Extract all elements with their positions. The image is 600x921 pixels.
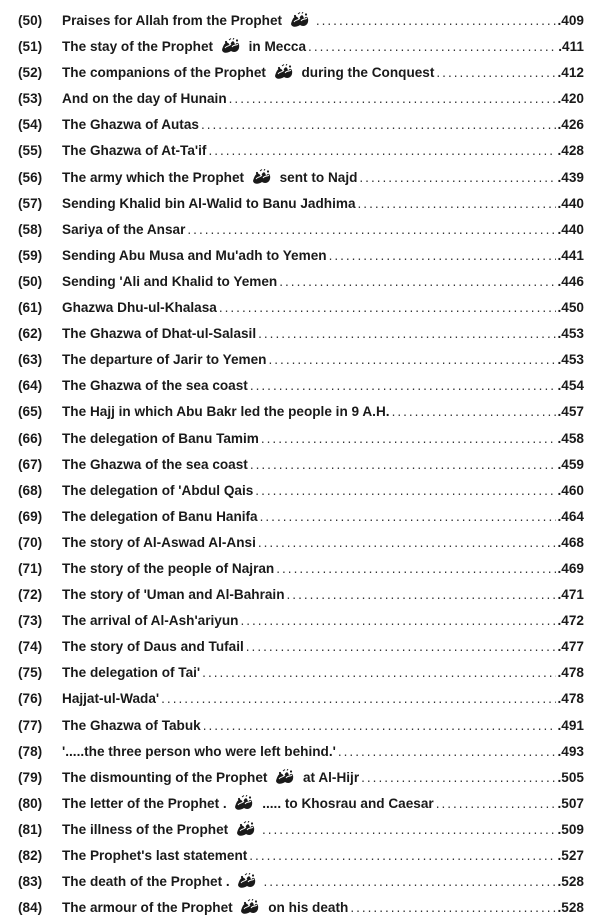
entry-title: [62, 530, 256, 556]
entry-page-number: .528: [557, 874, 584, 890]
toc-entry: [18, 582, 584, 608]
toc-entry: [18, 138, 584, 164]
dot-leader: [258, 321, 555, 347]
entry-number: (81): [18, 821, 43, 837]
entry-page-number: .478: [557, 691, 584, 707]
toc-entry: [18, 791, 584, 817]
toc-entry: [18, 530, 584, 556]
entry-title: [62, 452, 248, 478]
toc-entry: [18, 295, 584, 321]
entry-title-continuation: at Al-Hijr: [302, 769, 360, 785]
dot-leader: [250, 452, 556, 478]
entry-number: (56): [18, 169, 43, 185]
toc-entry: [18, 660, 584, 686]
entry-title: [62, 243, 327, 269]
dot-leader: [246, 634, 556, 660]
entry-title-text: The Prophet's last statement: [62, 848, 248, 863]
entry-number: (75): [18, 665, 43, 681]
entry-title-text: The Ghazwa of Autas: [62, 117, 199, 133]
dot-leader: [202, 660, 555, 686]
entry-title: [62, 843, 247, 869]
salutation-seal-icon: [273, 64, 295, 81]
dot-leader: [350, 895, 555, 921]
entry-page-number: .491: [557, 717, 584, 733]
entry-page-number: .464: [557, 508, 584, 524]
entry-page-number: .440: [557, 195, 584, 211]
dot-leader: [436, 60, 555, 86]
dot-leader: [219, 295, 556, 321]
entry-number: (51): [18, 39, 43, 55]
entry-title-text: The Ghazwa of the sea coast: [62, 378, 248, 394]
salutation-seal-icon: [236, 873, 258, 890]
dot-leader: [258, 530, 556, 556]
entry-title-text: The armour of the Prophet: [62, 900, 233, 916]
entry-title: [62, 217, 185, 243]
entry-number: (82): [18, 848, 43, 863]
entry-title: [62, 582, 285, 608]
dot-leader: [161, 686, 555, 712]
dot-leader: [249, 843, 555, 869]
entry-page-number: .527: [557, 848, 584, 863]
toc-entry: [18, 243, 584, 269]
dot-leader: [261, 426, 556, 452]
entry-page-number: .457: [557, 404, 584, 420]
entry-page-number: .458: [557, 430, 584, 446]
toc-entry: [18, 608, 584, 634]
entry-number: (55): [18, 143, 43, 159]
dot-leader: [229, 86, 556, 112]
dot-leader: [208, 138, 555, 164]
entry-title: [62, 269, 277, 295]
entry-title-text: The army which the Prophet: [62, 169, 245, 185]
entry-title: [62, 60, 434, 86]
toc-entry: [18, 321, 584, 347]
entry-title-continuation: in Mecca: [248, 39, 307, 55]
dot-leader: [262, 817, 556, 843]
entry-page-number: .441: [557, 247, 584, 263]
entry-title: [62, 34, 306, 60]
entry-title: [62, 321, 256, 347]
entry-number: (70): [18, 534, 43, 550]
entry-title-text: The story of Daus and Tufail: [62, 639, 244, 655]
toc-entry: [18, 86, 584, 112]
entry-title-text: The death of the Prophet .: [62, 874, 230, 890]
entry-number: (73): [18, 613, 43, 629]
entry-number: (68): [18, 482, 43, 498]
entry-title-text: The delegation of 'Abdul Qais: [62, 482, 254, 498]
entry-page-number: .507: [557, 795, 584, 811]
dot-leader: [250, 373, 556, 399]
entry-number: (72): [18, 587, 43, 603]
entry-number: (50): [18, 13, 43, 28]
toc-entry: [18, 686, 584, 712]
toc-entry: [18, 399, 584, 425]
entry-title-text: The Ghazwa of At-Ta'if: [62, 143, 207, 159]
entry-title: [62, 8, 314, 34]
entry-title: [62, 608, 238, 634]
salutation-seal-icon: [220, 38, 242, 55]
toc-entry: [18, 112, 584, 138]
entry-title-text: The story of the people of Najran: [62, 560, 275, 576]
entry-page-number: .440: [557, 221, 584, 237]
salutation-seal-icon: [233, 795, 255, 812]
entry-title: [62, 347, 266, 373]
dot-leader: [316, 8, 556, 34]
entry-title-text: Sending Abu Musa and Mu'adh to Yemen: [62, 247, 327, 263]
toc-entry: [18, 426, 584, 452]
entry-title-text: Sending 'Ali and Khalid to Yemen: [62, 273, 278, 289]
entry-page-number: .468: [557, 534, 584, 550]
entry-number: (77): [18, 717, 43, 733]
toc-entry: [18, 895, 584, 921]
salutation-seal-icon: [289, 12, 311, 29]
entry-number: (69): [18, 508, 43, 524]
entry-number: (65): [18, 404, 43, 420]
dot-leader: [308, 34, 556, 60]
entry-number: (62): [18, 326, 43, 342]
entry-title-text: The stay of the Prophet: [62, 39, 214, 55]
entry-number: (53): [18, 91, 43, 107]
entry-number: (59): [18, 247, 43, 263]
entry-title: [62, 138, 206, 164]
entry-title-text: The story of 'Uman and Al-Bahrain: [62, 587, 285, 603]
entry-title-text: The dismounting of the Prophet: [62, 769, 268, 785]
entry-title-text: Ghazwa Dhu-ul-Khalasa: [62, 300, 217, 316]
toc-entry: [18, 713, 584, 739]
toc-entry: [18, 739, 584, 765]
entry-title: [62, 739, 336, 765]
entry-title-text: Sariya of the Ansar: [62, 221, 186, 237]
entry-number: (50): [18, 273, 43, 289]
dot-leader: [392, 399, 556, 425]
entry-number: (76): [18, 691, 43, 707]
entry-page-number: .426: [557, 117, 584, 133]
entry-title-text: Hajjat-ul-Wada': [62, 691, 160, 707]
entry-page-number: .454: [557, 378, 584, 394]
entry-title-text: The delegation of Tai': [62, 665, 201, 681]
dot-leader: [358, 191, 556, 217]
entry-page-number: .471: [557, 587, 584, 603]
toc-entry: [18, 556, 584, 582]
entry-title: [62, 295, 217, 321]
entry-title-text: The illness of the Prophet: [62, 821, 229, 837]
dot-leader: [436, 791, 556, 817]
dot-leader: [201, 112, 556, 138]
entry-title: [62, 556, 274, 582]
toc-entry: [18, 165, 584, 191]
entry-title: [62, 686, 159, 712]
entry-title: [62, 86, 227, 112]
entry-page-number: .460: [557, 482, 584, 498]
dot-leader: [203, 713, 556, 739]
entry-number: (66): [18, 430, 43, 446]
entry-title: [62, 817, 260, 843]
entry-page-number: .412: [557, 65, 584, 81]
entry-title-text: The Hajj in which Abu Bakr led the people in 9 A.H.: [62, 404, 390, 420]
entry-number: (57): [18, 195, 43, 211]
entry-title-text: Sending Khalid bin Al-Walid to Banu Jadhima: [62, 195, 356, 211]
entry-title-continuation: sent to Najd: [279, 169, 358, 185]
dot-leader: [276, 556, 555, 582]
entry-page-number: .450: [557, 300, 584, 316]
entry-number: (78): [18, 743, 43, 759]
dot-leader: [263, 869, 555, 895]
entry-page-number: .453: [557, 326, 584, 342]
entry-title: [62, 112, 199, 138]
toc-entry: [18, 269, 584, 295]
entry-page-number: .411: [558, 39, 584, 55]
entry-title-text: The Ghazwa of the sea coast: [62, 456, 248, 472]
entry-title-text: And on the day of Hunain: [62, 91, 227, 107]
entry-title: [62, 478, 253, 504]
entry-title-text: The story of Al-Aswad Al-Ansi: [62, 534, 256, 550]
entry-title-text: The companions of the Prophet: [62, 65, 266, 81]
entry-title: [62, 634, 244, 660]
entry-page-number: .459: [557, 456, 584, 472]
entry-page-number: .428: [557, 143, 584, 159]
entry-title-text: The letter of the Prophet .: [62, 795, 227, 811]
table-of-contents: [18, 8, 584, 921]
entry-number: (79): [18, 769, 43, 785]
entry-page-number: .477: [557, 639, 584, 655]
entry-title-text: The delegation of Banu Hanifa: [62, 508, 258, 524]
salutation-seal-icon: [251, 169, 273, 186]
entry-number: (61): [18, 300, 43, 316]
entry-page-number: .528: [557, 900, 584, 916]
dot-leader: [268, 347, 555, 373]
toc-entry: [18, 452, 584, 478]
entry-page-number: .478: [557, 665, 584, 681]
toc-entry: [18, 634, 584, 660]
dot-leader: [240, 608, 555, 634]
entry-title-text: The departure of Jarir to Yemen: [62, 352, 267, 368]
entry-title-continuation: on his death: [268, 900, 349, 916]
entry-number: (83): [18, 874, 43, 890]
dot-leader: [255, 478, 555, 504]
entry-page-number: .409: [557, 13, 584, 28]
entry-title-continuation: during the Conquest: [301, 65, 435, 81]
toc-entry: [18, 217, 584, 243]
entry-page-number: .472: [557, 613, 584, 629]
entry-title-text: The delegation of Banu Tamim: [62, 430, 259, 446]
dot-leader: [361, 765, 555, 791]
toc-entry: [18, 34, 584, 60]
entry-number: (71): [18, 560, 43, 576]
toc-entry: [18, 347, 584, 373]
entry-title: [62, 765, 359, 791]
entry-number: (84): [18, 900, 43, 916]
entry-title-text: '.....the three person who were left behind.': [62, 743, 336, 759]
entry-number: (58): [18, 221, 43, 237]
entry-page-number: .453: [557, 352, 584, 368]
entry-page-number: .469: [557, 560, 584, 576]
dot-leader: [187, 217, 555, 243]
toc-entry: [18, 60, 584, 86]
entry-number: (63): [18, 352, 43, 368]
entry-title: [62, 660, 200, 686]
entry-title: [62, 373, 248, 399]
entry-number: (80): [18, 795, 43, 811]
toc-entry: [18, 843, 584, 869]
entry-page-number: .439: [557, 169, 584, 185]
dot-leader: [279, 269, 555, 295]
entry-title: [62, 713, 201, 739]
toc-entry: [18, 817, 584, 843]
toc-entry: [18, 504, 584, 530]
entry-title-text: Praises for Allah from the Prophet: [62, 13, 283, 28]
entry-number: (74): [18, 639, 43, 655]
entry-title: [62, 399, 390, 425]
entry-title-continuation: ..... to Khosrau and Caesar: [262, 795, 434, 811]
toc-entry: [18, 191, 584, 217]
entry-page-number: .493: [557, 743, 584, 759]
salutation-seal-icon: [235, 821, 257, 838]
entry-page-number: .420: [557, 91, 584, 107]
toc-entry: [18, 869, 584, 895]
entry-number: (64): [18, 378, 43, 394]
entry-title-text: The arrival of Al-Ash'ariyun: [62, 613, 239, 629]
entry-page-number: .509: [557, 821, 584, 837]
entry-page-number: .505: [557, 769, 584, 785]
entry-number: (54): [18, 117, 43, 133]
toc-entry: [18, 765, 584, 791]
dot-leader: [338, 739, 556, 765]
entry-title-text: The Ghazwa of Tabuk: [62, 717, 201, 733]
entry-title-text: The Ghazwa of Dhat-ul-Salasil: [62, 326, 257, 342]
entry-number: (52): [18, 65, 43, 81]
entry-number: (67): [18, 456, 43, 472]
toc-entry: [18, 8, 584, 34]
entry-title: [62, 426, 259, 452]
dot-leader: [287, 582, 556, 608]
dot-leader: [260, 504, 556, 530]
dot-leader: [329, 243, 556, 269]
entry-title: [62, 165, 357, 191]
toc-entry: [18, 478, 584, 504]
dot-leader: [359, 165, 555, 191]
entry-title: [62, 869, 261, 895]
entry-page-number: .446: [557, 273, 584, 289]
entry-title: [62, 895, 348, 921]
salutation-seal-icon: [274, 769, 296, 786]
entry-title: [62, 504, 258, 530]
entry-title: [62, 191, 356, 217]
toc-entry: [18, 373, 584, 399]
salutation-seal-icon: [239, 899, 261, 916]
entry-title: [62, 791, 434, 817]
